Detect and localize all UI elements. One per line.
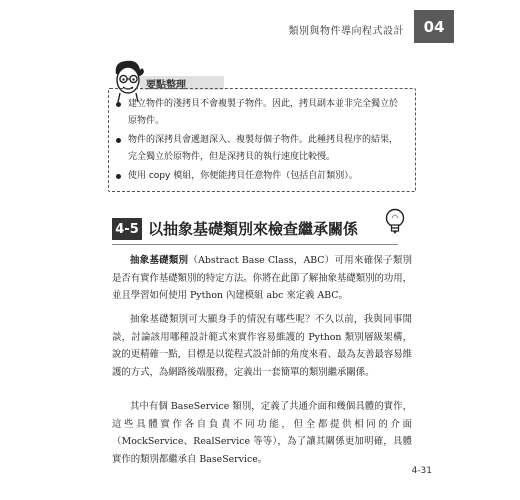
bullet-icon [116, 174, 121, 179]
key-point-item: 物件的深拷貝會遞迴深入、複製每個子物件。此種拷貝程序的結果，完全獨立於原物件，但是深拷貝的執行速度比較慢。 [116, 132, 406, 166]
key-points-list [116, 96, 406, 187]
key-point-item: 使用 copy 模組，你便能拷貝任意物件（包括自訂類別）。 [116, 168, 406, 185]
section-number: 4-5 [112, 218, 142, 240]
section-rule [112, 244, 398, 245]
running-header-title: 類別與物件導向程式設計 [288, 26, 404, 37]
page-number: 4-31 [411, 466, 432, 476]
section-title: 以抽象基礎類別來檢查繼承關係 [148, 220, 359, 238]
key-points-label: 要點整理 [146, 80, 186, 91]
paragraph-3: 其中有個 BaseService 類別，定義了共通介面和幾個具體的實作，這些具體實作各自負責不同功能，但全都提供相同的介面（MockService、RealService 等等），為了讓其關係更加明確，具體實作的類別都繼承自 BaseService。 [112, 401, 412, 465]
lightbulb-icon [384, 208, 406, 236]
bullet-icon [116, 138, 121, 143]
paragraph-1: 抽象基礎類別（Abstract Base Class，ABC）可用來確保子類別是否有實作基礎類別的特定方法。你將在此節了解抽象基礎類別的功用，並且學習如何使用 Python 內建模組 abc 來定義 ABC。 [112, 255, 413, 301]
bullet-icon [116, 102, 121, 107]
chapter-tab: 04 [414, 10, 454, 43]
key-point-item: 建立物件的淺拷貝不會複製子物件。因此，拷貝副本並非完全獨立於原物件。 [116, 96, 406, 130]
paragraph-2: 抽象基礎類別可大顯身手的情況有哪些呢？不久以前，我與同事閒談，討論該用哪種設計範式來實作容易維護的 Python 類別層級架構，說的更精確一點，目標是以從程式設計師的角度來看、最為友善最容易維護的方式，為網路後端服務，定義出一套簡單的類別繼承關係。 [112, 314, 413, 378]
